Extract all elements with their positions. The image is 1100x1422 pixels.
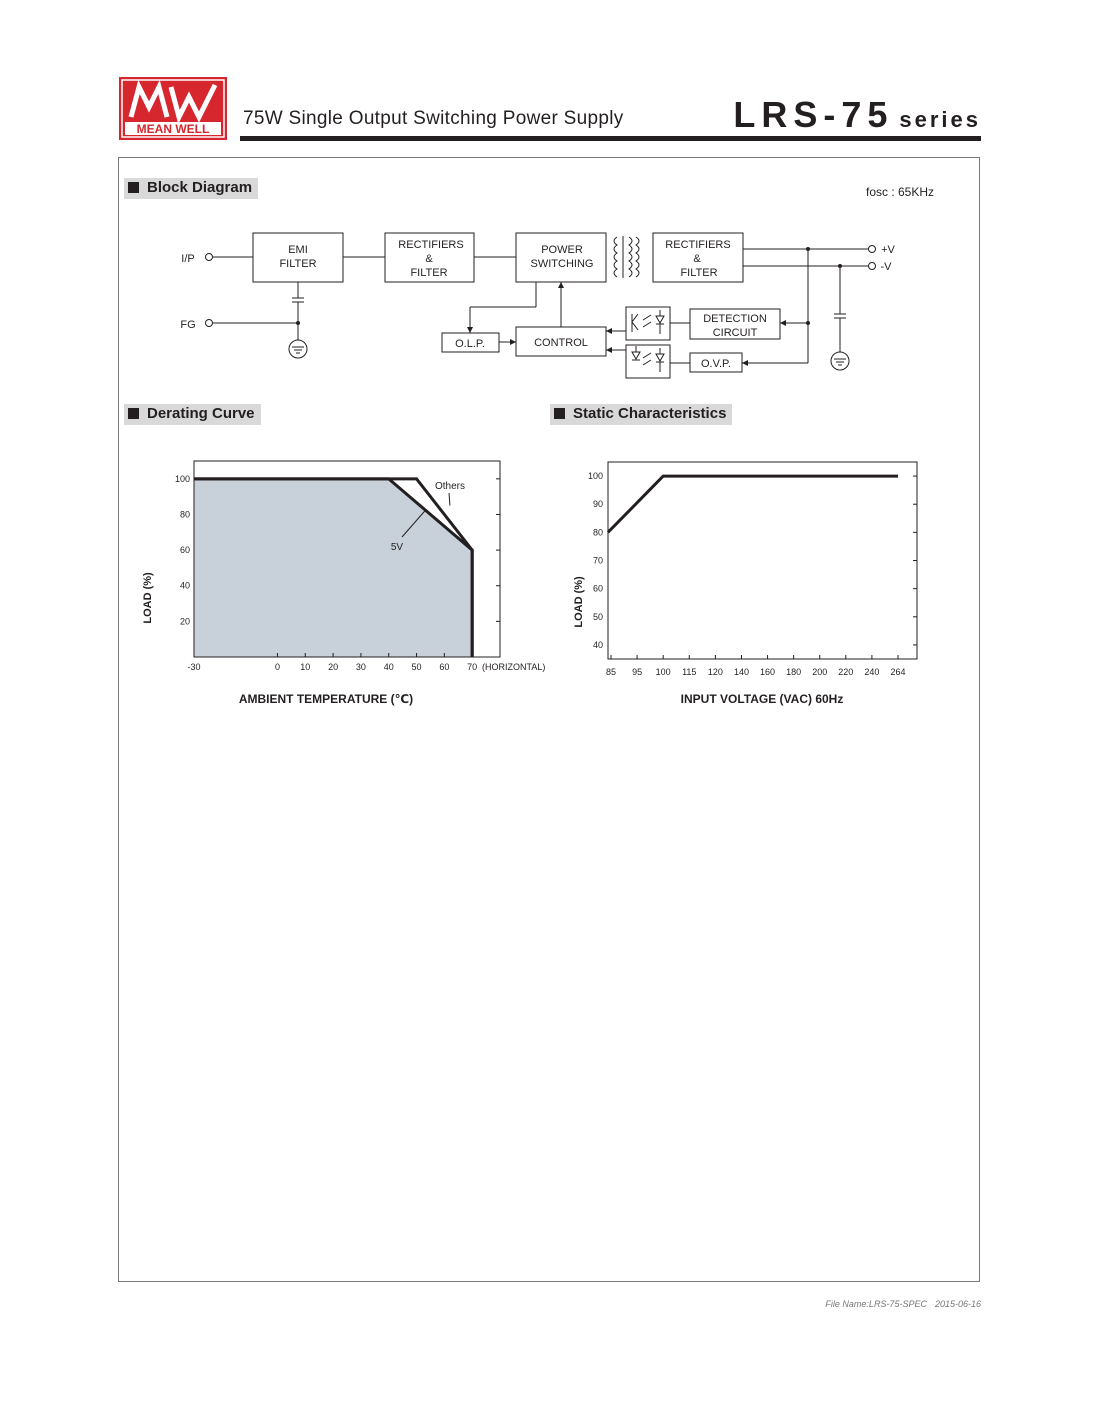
footer [817,1299,981,1309]
static-x-tick-label: 95 [632,667,643,677]
static-x-tick-label: 160 [760,667,776,677]
static-plot-frame [608,462,917,659]
derating-series-label-others: Others [434,481,466,492]
derating-x-tick-label: 70 [467,662,478,672]
footer-date: 2015-06-16 [934,1299,981,1309]
static-series-line [608,476,898,532]
olp-label: O.L.P. [455,338,485,350]
static-x-tick-label: 140 [733,667,749,677]
derating-y-tick-label: 80 [179,509,190,520]
static-x-tick-label: 180 [786,667,802,677]
derating-ylabel: LOAD (%) [142,572,154,624]
derating-curve-heading: Derating Curve [124,404,261,425]
static-x-tick-label: 200 [812,667,828,677]
detection-label: DETECTION [703,313,767,325]
emi-filter-label: FILTER [279,258,317,270]
rectifiers-out-label: RECTIFIERS [665,239,731,251]
static-ylabel: LOAD (%) [573,576,585,628]
static-y-tick-label: 50 [592,611,603,622]
terminal-plus-v: +V [881,244,895,256]
static-characteristics-heading: Static Characteristics [550,404,732,425]
model-name: LRS-75 [733,94,894,135]
static-x-tick-label: 220 [838,667,854,677]
static-x-tick-label: 85 [605,667,617,677]
detection-label: CIRCUIT [712,327,758,339]
derating-x-tick-label: 30 [355,662,366,672]
derating-series-label-5v: 5V [390,542,404,553]
static-x-tick-label: 115 [682,667,697,677]
power-switching-label: POWER [541,244,583,256]
derating-x-tick-label: 50 [411,662,422,672]
derating-x-tick-label: 60 [439,662,450,672]
derating-y-tick-label: 40 [179,580,190,591]
document-title: 75W Single Output Switching Power Supply [243,108,624,129]
static-y-tick-label: 100 [587,471,603,482]
fosc-label: fosc : 65KHz [866,185,935,199]
derating-xlabel: AMBIENT TEMPERATURE (℃) [238,692,414,706]
rectifiers-out-label: FILTER [680,267,718,279]
static-y-tick-label: 70 [592,555,603,566]
emi-filter-label: EMI [288,244,308,256]
static-y-tick-label: 90 [592,499,603,510]
rectifiers-out-label: & [693,253,701,265]
ovp-label: O.V.P. [701,358,731,370]
terminal-minus-v: -V [880,261,892,273]
control-label: CONTROL [534,337,588,349]
static-x-tick-label: 264 [890,667,906,677]
static-x-tick-label: 120 [707,667,723,677]
static-y-tick-label: 40 [592,639,603,650]
series-word: series [899,107,981,132]
rectifiers-in-label: FILTER [410,267,448,279]
static-y-tick-label: 60 [592,583,603,594]
static-x-tick-label: 100 [655,667,671,677]
terminal-ip: I/P [181,253,195,265]
derating-x-suffix: (HORIZONTAL) [482,662,546,672]
static-y-tick-label: 80 [592,527,603,538]
derating-y-tick-label: 20 [179,616,190,627]
terminal-fg: FG [180,319,196,331]
derating-x-tick-label: 20 [328,662,339,672]
derating-x-tick-label: -30 [187,662,201,672]
power-switching-label: SWITCHING [530,258,594,270]
static-xlabel: INPUT VOLTAGE (VAC) 60Hz [680,692,844,706]
logo-text: MEAN WELL [136,122,210,136]
rectifiers-in-label: & [425,253,433,265]
footer-file-name: File Name:LRS-75-SPEC [825,1299,927,1309]
derating-x-tick-label: 10 [300,662,311,672]
derating-x-tick-label: 40 [383,662,394,672]
block-diagram-heading: Block Diagram [124,178,258,199]
derating-y-tick-label: 100 [174,473,190,484]
static-x-tick-label: 240 [864,667,880,677]
derating-y-tick-label: 60 [179,545,190,556]
rectifiers-in-label: RECTIFIERS [398,239,464,251]
derating-x-tick-label: 0 [274,662,280,672]
